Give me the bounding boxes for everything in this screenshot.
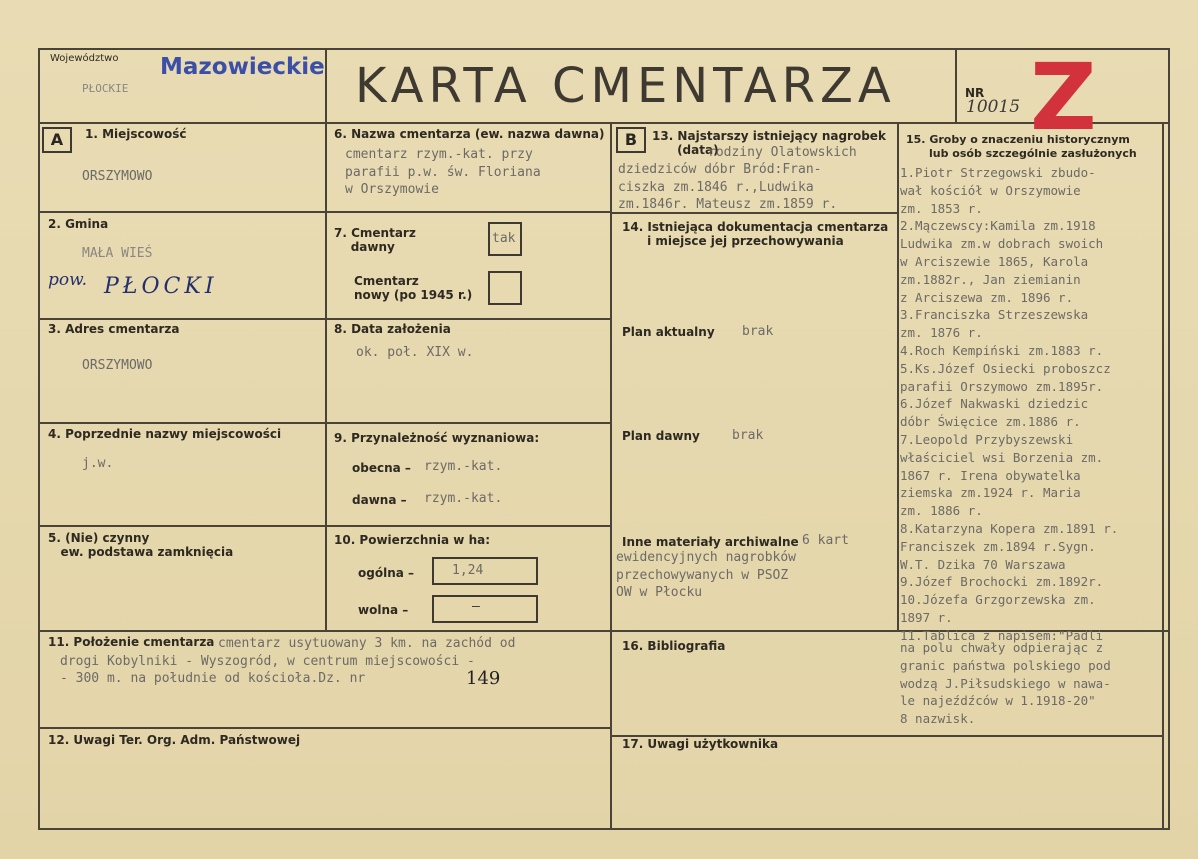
- header-vline-2: [955, 48, 957, 122]
- powiat-value: PŁOCKI: [104, 274, 218, 299]
- col-divider-b: [610, 122, 612, 830]
- row-line-6: [38, 727, 612, 729]
- plan-former-label: Plan dawny: [622, 429, 700, 443]
- powiat-prefix: pow.: [48, 270, 88, 290]
- field-5-label: 5. (Nie) czynny ew. podstawa zamknięcia: [48, 531, 234, 559]
- field-10-total-label: ogólna –: [358, 566, 415, 580]
- section-a-badge: A: [42, 127, 72, 153]
- field-10-label: 10. Powierzchnia w ha:: [334, 533, 491, 547]
- field-7-label: 7. Cmentarz dawny: [334, 226, 416, 254]
- field-10-free-label: wolna –: [358, 603, 409, 617]
- field-3-label: 3. Adres cmentarza: [48, 322, 180, 336]
- field-17-label: 17. Uwagi użytkownika: [622, 737, 779, 751]
- red-mark: Z: [1030, 44, 1097, 151]
- field-10-free-box: [432, 595, 538, 623]
- field-9-current-label: obecna –: [352, 461, 411, 475]
- field-9-current-value: rzym.-kat.: [424, 459, 503, 474]
- field-12-label: 12. Uwagi Ter. Org. Adm. Państwowej: [48, 733, 301, 747]
- field-8-value: ok. poł. XIX w.: [356, 345, 474, 360]
- field-6-label: 6. Nazwa cmentarza (ew. nazwa dawna): [334, 127, 605, 141]
- field-1-value: ORSZYMOWO: [82, 169, 153, 184]
- voivodeship-typed: PŁOCKIE: [82, 82, 129, 95]
- other-materials-value-first: 6 kart: [802, 533, 849, 548]
- header-divider: [38, 122, 1170, 124]
- field-6-value: cmentarz rzym.-kat. przy parafii p.w. św. Floriana w Orszymowie: [345, 147, 541, 197]
- nr-value: 10015: [966, 97, 1021, 117]
- row-line-4: [38, 525, 612, 527]
- field-4-label: 4. Poprzednie nazwy miejscowości: [48, 427, 282, 441]
- field-10-total-box: [432, 557, 538, 585]
- field-15-label: 15. Groby o znaczeniu historycznym lub osób szczególnie zasłużonych: [906, 133, 1137, 160]
- field-13-value: dziedziców dóbr Bród:Fran- ciszka zm.1846 r.,Ludwika zm.1846r. Mateusz zm.1859 r.: [618, 162, 838, 212]
- col-divider-c: [897, 122, 899, 632]
- field-3-value: ORSZYMOWO: [82, 358, 153, 373]
- other-materials-value: ewidencyjnych nagrobków przechowywanych w PSOZ OW w Płocku: [616, 550, 797, 600]
- field-9-label: 9. Przynależność wyznaniowa:: [334, 431, 540, 445]
- field-10-free-value: —: [472, 599, 480, 614]
- section-b-badge: B: [616, 127, 646, 153]
- row-line-3: [38, 422, 612, 424]
- field-10-total-value: 1,24: [452, 563, 484, 578]
- field-7-new-label: Cmentarz nowy (po 1945 r.): [354, 274, 473, 302]
- row-line-2: [38, 318, 612, 320]
- voivodeship-label: Województwo: [50, 53, 119, 64]
- card-title: KARTA CMENTARZA: [355, 58, 896, 114]
- field-2-label: 2. Gmina: [48, 217, 109, 231]
- cemetery-new-checkbox: [488, 271, 522, 305]
- nr-label: NR: [965, 86, 985, 100]
- field-13-value-first: rodziny Olatowskich: [708, 145, 857, 160]
- col-divider-a: [325, 122, 327, 632]
- plan-current-label: Plan aktualny: [622, 325, 715, 339]
- field-8-label: 8. Data założenia: [334, 322, 451, 336]
- field-13-label: 13. Najstarszy istniejący nagrobek (data): [652, 129, 886, 157]
- header-vline-1: [325, 48, 327, 122]
- field-15-continued: na polu chwały odpierając z granic państwa polskiego pod wodzą J.Piłsudskiego w nawa- le najeźdźców w 1.1918-20" 8 nazwisk.: [900, 640, 1111, 727]
- field-2-value: MAŁA WIEŚ: [82, 246, 153, 261]
- field-9-former-label: dawna –: [352, 493, 407, 507]
- field-9-former-value: rzym.-kat.: [424, 491, 503, 506]
- field-16-label: 16. Bibliografia: [622, 639, 726, 653]
- field-11-label: 11. Położenie cmentarza: [48, 635, 215, 649]
- field-1-label: 1. Miejscowość: [85, 127, 187, 141]
- voivodeship-stamp: Mazowieckie: [160, 54, 325, 80]
- other-materials-label: Inne materiały archiwalne: [622, 535, 799, 549]
- cemetery-old-value: tak: [492, 231, 516, 246]
- field-14-label: 14. Istniejąca dokumentacja cmentarza i miejsce jej przechowywania: [622, 220, 889, 248]
- field-11-plot-number: 149: [466, 668, 501, 689]
- field-11-value: cmentarz usytuowany 3 km. na zachód od drogi Kobylniki - Wyszogród, w centrum miejscowości - - 300 m. na południe od kościoła.Dz. nr: [60, 636, 516, 686]
- field-4-value: j.w.: [82, 456, 114, 471]
- plan-former-value: brak: [732, 428, 764, 443]
- field-15-value: 1.Piotr Strzegowski zbudo- wał kościół w Orszymowie zm. 1853 r. 2.Mączewscy:Kamila zm.1918 Ludwika zm.w dobrach swoich w Arciszewie 1865, Karola zm.1882r., Jan ziemianin z Arciszewa zm. 1896 r. 3.Franciszka Strzeszewska zm. 1876 r. 4.Roch Kempiński zm.1883 r. 5.Ks.Józef Osiecki proboszcz parafii Orszymowo zm.1895r. 6.Józef Nakwaski dziedzic dóbr Święcice zm.1886 r. 7.Leopold Przybyszewski właściciel wsi Borzenia zm. 1867 r. Irena obywatelka ziemska zm.1924 r. Maria zm. 1886 r. 8.Katarzyna Kopera zm.1891 r. Franciszek zm.1894 r.Sygn. W.T. Dzika 70 Warszawa 9.Józef Brochocki zm.1892r. 10.Józefa Grzgorzewska zm. 1897 r. 11.Tablica z napisem:"Padli: [900, 165, 1119, 643]
- row-line-1: [38, 211, 612, 213]
- right-inner-line: [1162, 122, 1164, 830]
- plan-current-value: brak: [742, 324, 774, 339]
